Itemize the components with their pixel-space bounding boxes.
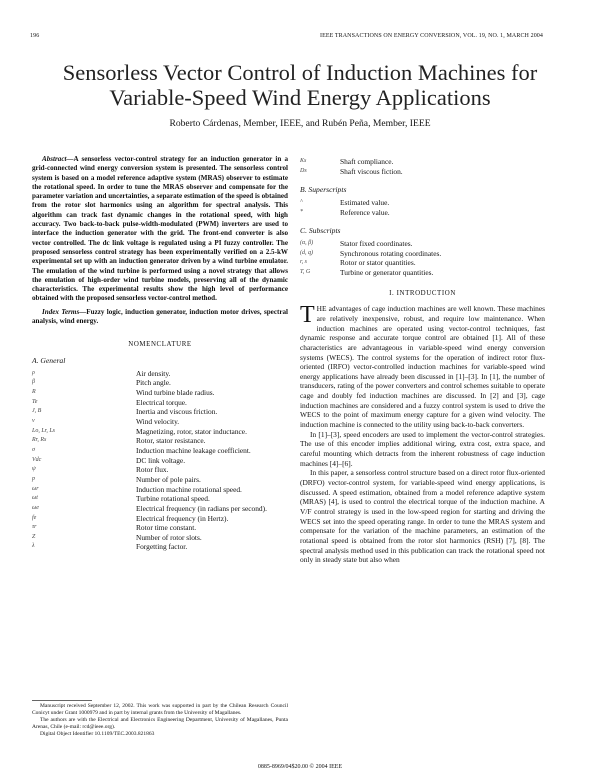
nomenclature-description: Stator fixed coordinates. xyxy=(340,238,413,248)
intro-paragraph-2: In [1]–[3], speed encoders are used to implement the vector-control strategies. The use of this encoder implies additional wiring, extra cost, extra space, and careful mounting which detracts from the inherent robustness of cage induction machines [4]–[6]. xyxy=(300,429,545,468)
nomenclature-description: Electrical torque. xyxy=(136,397,187,407)
nomenclature-row xyxy=(300,258,545,268)
nomenclature-row xyxy=(32,465,288,475)
nomenclature-row xyxy=(32,398,288,408)
nomenclature-row xyxy=(300,167,545,177)
nomenclature-row xyxy=(32,542,288,552)
nomenclature-symbol: r, s xyxy=(300,259,308,266)
nomenclature-description: Shaft compliance. xyxy=(340,157,394,166)
nomenclature-row xyxy=(32,446,288,456)
index-terms-lead: Index Terms— xyxy=(42,307,87,316)
nomenclature-description: Rotor time constant. xyxy=(136,523,197,533)
nomenclature-description: Number of rotor slots. xyxy=(136,532,202,542)
nomenclature-symbol: Lo, Lr, Ls xyxy=(32,427,56,434)
title-line-2: Variable-Speed Wind Energy Applications xyxy=(109,85,491,110)
nomenclature-row xyxy=(32,369,288,379)
nomenclature-row xyxy=(32,417,288,427)
nomenclature-symbol: Rr, Rs xyxy=(32,437,47,444)
copyright-line: 0885-8969/04$20.00 © 2004 IEEE xyxy=(257,764,343,770)
nomenclature-symbol: (d, q) xyxy=(300,249,313,256)
nomenclature-row xyxy=(32,407,288,417)
nomenclature-general-cont-list xyxy=(300,157,545,176)
nomenclature-description: Turbine or generator quantities. xyxy=(340,267,434,277)
nomenclature-heading: NOMENCLATURE xyxy=(128,341,192,349)
nomenclature-row xyxy=(32,475,288,485)
nomenclature-description: Wind velocity. xyxy=(136,416,180,426)
footnote-manuscript: Manuscript received September 12, 2002. This work was supported in part by the Chilean Research Council Conicyt under Grant 1000979 and in part by internal grants from the University of Magallanes. xyxy=(32,703,288,717)
nomenclature-description: Rotor or stator quantities. xyxy=(340,258,416,268)
nomenclature-symbol: ωr xyxy=(32,485,39,492)
nomenclature-row xyxy=(32,378,288,388)
nomenclature-row xyxy=(300,268,545,278)
dropcap-letter: T xyxy=(300,302,315,329)
nomenclature-symbol: λ xyxy=(32,543,35,550)
index-terms xyxy=(32,308,288,327)
footnote-rule xyxy=(32,700,92,701)
abstract xyxy=(32,155,288,304)
nomenclature-symbol: Ds xyxy=(300,167,307,174)
left-column xyxy=(32,155,288,552)
nomenclature-symbol: J, B xyxy=(32,408,42,415)
nomenclature-subscripts-list xyxy=(300,239,545,278)
nomenclature-description: Induction machine leakage coefficient. xyxy=(136,445,251,455)
footnote-affiliation: The authors are with the Electrical and Electronics Engineering Department, University of Magallanes, Punta Arenas, Chile (e-mail: rcd@ieee.org). xyxy=(32,717,288,731)
nomenclature-symbol: v xyxy=(32,417,35,424)
nomenclature-row xyxy=(32,504,288,514)
nomenclature-symbol: τr xyxy=(32,524,37,531)
nomenclature-row xyxy=(300,239,545,249)
nomenclature-description: Inertia and viscous friction. xyxy=(136,407,218,417)
right-column xyxy=(300,157,545,565)
nomenclature-row xyxy=(32,427,288,437)
nomenclature-row xyxy=(300,198,545,208)
nomenclature-description: Rotor, stator resistance. xyxy=(136,436,206,446)
general-heading: A. General xyxy=(32,356,66,365)
nomenclature-description: Estimated value. xyxy=(340,197,390,207)
nomenclature-description: Magnetizing, rotor, stator inductance. xyxy=(136,426,247,436)
nomenclature-symbol: Ks xyxy=(300,158,307,164)
nomenclature-row xyxy=(300,208,545,218)
nomenclature-description: Forgetting factor. xyxy=(136,542,188,552)
nomenclature-row xyxy=(32,494,288,504)
nomenclature-symbol: σ xyxy=(32,446,35,453)
nomenclature-row xyxy=(300,249,545,259)
nomenclature-row xyxy=(32,456,288,466)
nomenclature-symbol: (α, β) xyxy=(300,239,314,246)
subscripts-heading: C. Subscripts xyxy=(300,226,341,236)
nomenclature-symbol: T, G xyxy=(300,268,311,275)
page-number: 196 xyxy=(30,33,40,39)
nomenclature-row xyxy=(32,523,288,533)
nomenclature-symbol: ρ xyxy=(32,369,35,376)
intro-paragraph-3: In this paper, a sensorless control structure based on a direct rotor flux-oriented (DRFO) vector-control system, for variable-speed wind energy applications, is discussed. A speed estimation, obtained from a model reference adaptive system (MRAS) [4], is used to control the electrical torque of the induction machine. A V/F control strategy is used in the low-speed region for starting and driving the WECS set into the speed operating range. In order to tune the MRAS system and compensate for the variation of the machine parameters, an estimation of the rotational speed is obtained from the rotor slot harmonics (RSH) [7], [8]. The spectral analysis method used in this publication can track the rotational speed not only in steady state but also when xyxy=(300,468,545,565)
nomenclature-symbol: β xyxy=(32,379,35,386)
nomenclature-symbol: ^ xyxy=(300,198,303,205)
nomenclature-symbol: * xyxy=(300,208,303,215)
nomenclature-symbol: p xyxy=(32,475,35,482)
nomenclature-symbol: ψ xyxy=(32,466,36,473)
index-terms-text: Fuzzy logic, induction generator, induction motor drives, spectral analysis, wind energy. xyxy=(32,307,288,326)
nomenclature-symbol: R xyxy=(32,388,36,395)
author-line: Roberto Cárdenas, Member, IEEE, and Rubén Peña, Member, IEEE xyxy=(169,118,431,129)
nomenclature-description: Rotor flux. xyxy=(136,465,169,475)
nomenclature-symbol: Te xyxy=(32,398,38,405)
nomenclature-description: Shaft viscous fiction. xyxy=(340,166,403,176)
nomenclature-symbol: Z xyxy=(32,533,36,540)
footnote-doi: Digital Object Identifier 10.1109/TEC.2003.821863 xyxy=(40,731,155,738)
title-line-1: Sensorless Vector Control of Induction Machines for xyxy=(62,60,538,85)
nomenclature-row xyxy=(32,388,288,398)
nomenclature-description: Air density. xyxy=(136,368,171,378)
nomenclature-row xyxy=(32,485,288,495)
footnote xyxy=(32,703,288,738)
nomenclature-description: Turbine rotational speed. xyxy=(136,494,210,504)
introduction-heading: I. INTRODUCTION xyxy=(389,289,456,297)
nomenclature-description: Synchronous rotating coordinates. xyxy=(340,248,442,258)
nomenclature-symbol: ωt xyxy=(32,495,38,502)
nomenclature-general-list xyxy=(32,369,288,552)
superscripts-heading: B. Superscripts xyxy=(300,185,347,195)
nomenclature-superscripts-list xyxy=(300,198,545,217)
nomenclature-row xyxy=(32,436,288,446)
paper-title xyxy=(20,60,580,110)
nomenclature-row xyxy=(32,514,288,524)
nomenclature-symbol: ωe xyxy=(32,504,39,511)
nomenclature-row xyxy=(300,157,545,167)
nomenclature-row xyxy=(32,533,288,543)
nomenclature-description: Electrical frequency (in Hertz). xyxy=(136,513,229,523)
intro-paragraph-1 xyxy=(300,304,545,430)
nomenclature-description: Electrical frequency (in radians per second). xyxy=(136,503,267,513)
journal-name: IEEE TRANSACTIONS ON ENERGY CONVERSION, VOL. 19, NO. 1, MARCH 2004 xyxy=(320,33,543,39)
intro-p1-text: HE advantages of cage induction machines are well known. These machines are relatively inexpensive, robust, and require low maintenance. When induction machines are operated using vector-control techniques, fast dynamic response and accurate torque control are obtained [1]. All of these characteristics are advantageous in variable-speed wind energy conversion systems (WECS). The control systems for the operation of indirect rotor flux-oriented (IRFO) vector-controlled induction machines for variable-speed wind energy applications have already been discussed in [1]–[3]. In [1], the number of transducers, rating of the power converters and control schemes suitable to operate cage and doubly fed induction machines are discussed. In [2] and [3], cage induction machines are considered and a fuzzy control system is used to drive the WECS to the point of maximum energy capture for a given wind velocity. The induction machine is connected to the utility using back-to-back converters. xyxy=(300,304,545,430)
nomenclature-description: Reference value. xyxy=(340,207,390,217)
nomenclature-symbol: fe xyxy=(32,514,37,521)
abstract-text: A sensorless vector-control strategy for an induction generator in a grid-connected wind energy conversion system is presented. The sensorless control system is based on a model reference adaptive system (MRAS) observer to estimate the rotational speed. In order to tune the MRAS observer and compensate for the parameter variation and uncertainties, a separate estimation of the speed is obtained from the rotor slot harmonics using an algorithm for spectral analysis. This algorithm can track fast dynamic changes in the rotational speed, with high accuracy. Two back-to-back pulse-width-modulated (PWM) inverters are used to interface the induction generator with the grid. The front-end converter is also vector controlled. The dc link voltage is regulated using a PI fuzzy controller. The proposed sensorless control strategy has been experimentally verified on a 2.5-kW experimental set up with an induction generator driven by a wind turbine emulator. The emulation of the wind turbine is performed using a novel strategy that allows the emulation of high-order wind turbine models, preserving all of the dynamic characteristics. The experimental results show the high level of performance obtained with the proposed sensorless vector-control method. xyxy=(32,155,288,303)
nomenclature-description: Number of pole pairs. xyxy=(136,474,201,484)
nomenclature-description: Wind turbine blade radius. xyxy=(136,387,215,397)
nomenclature-description: Induction machine rotational speed. xyxy=(136,484,242,494)
nomenclature-description: Pitch angle. xyxy=(136,378,171,388)
nomenclature-symbol: Vdc xyxy=(32,456,42,463)
abstract-lead: Abstract— xyxy=(42,155,74,163)
nomenclature-description: DC link voltage. xyxy=(136,455,186,465)
